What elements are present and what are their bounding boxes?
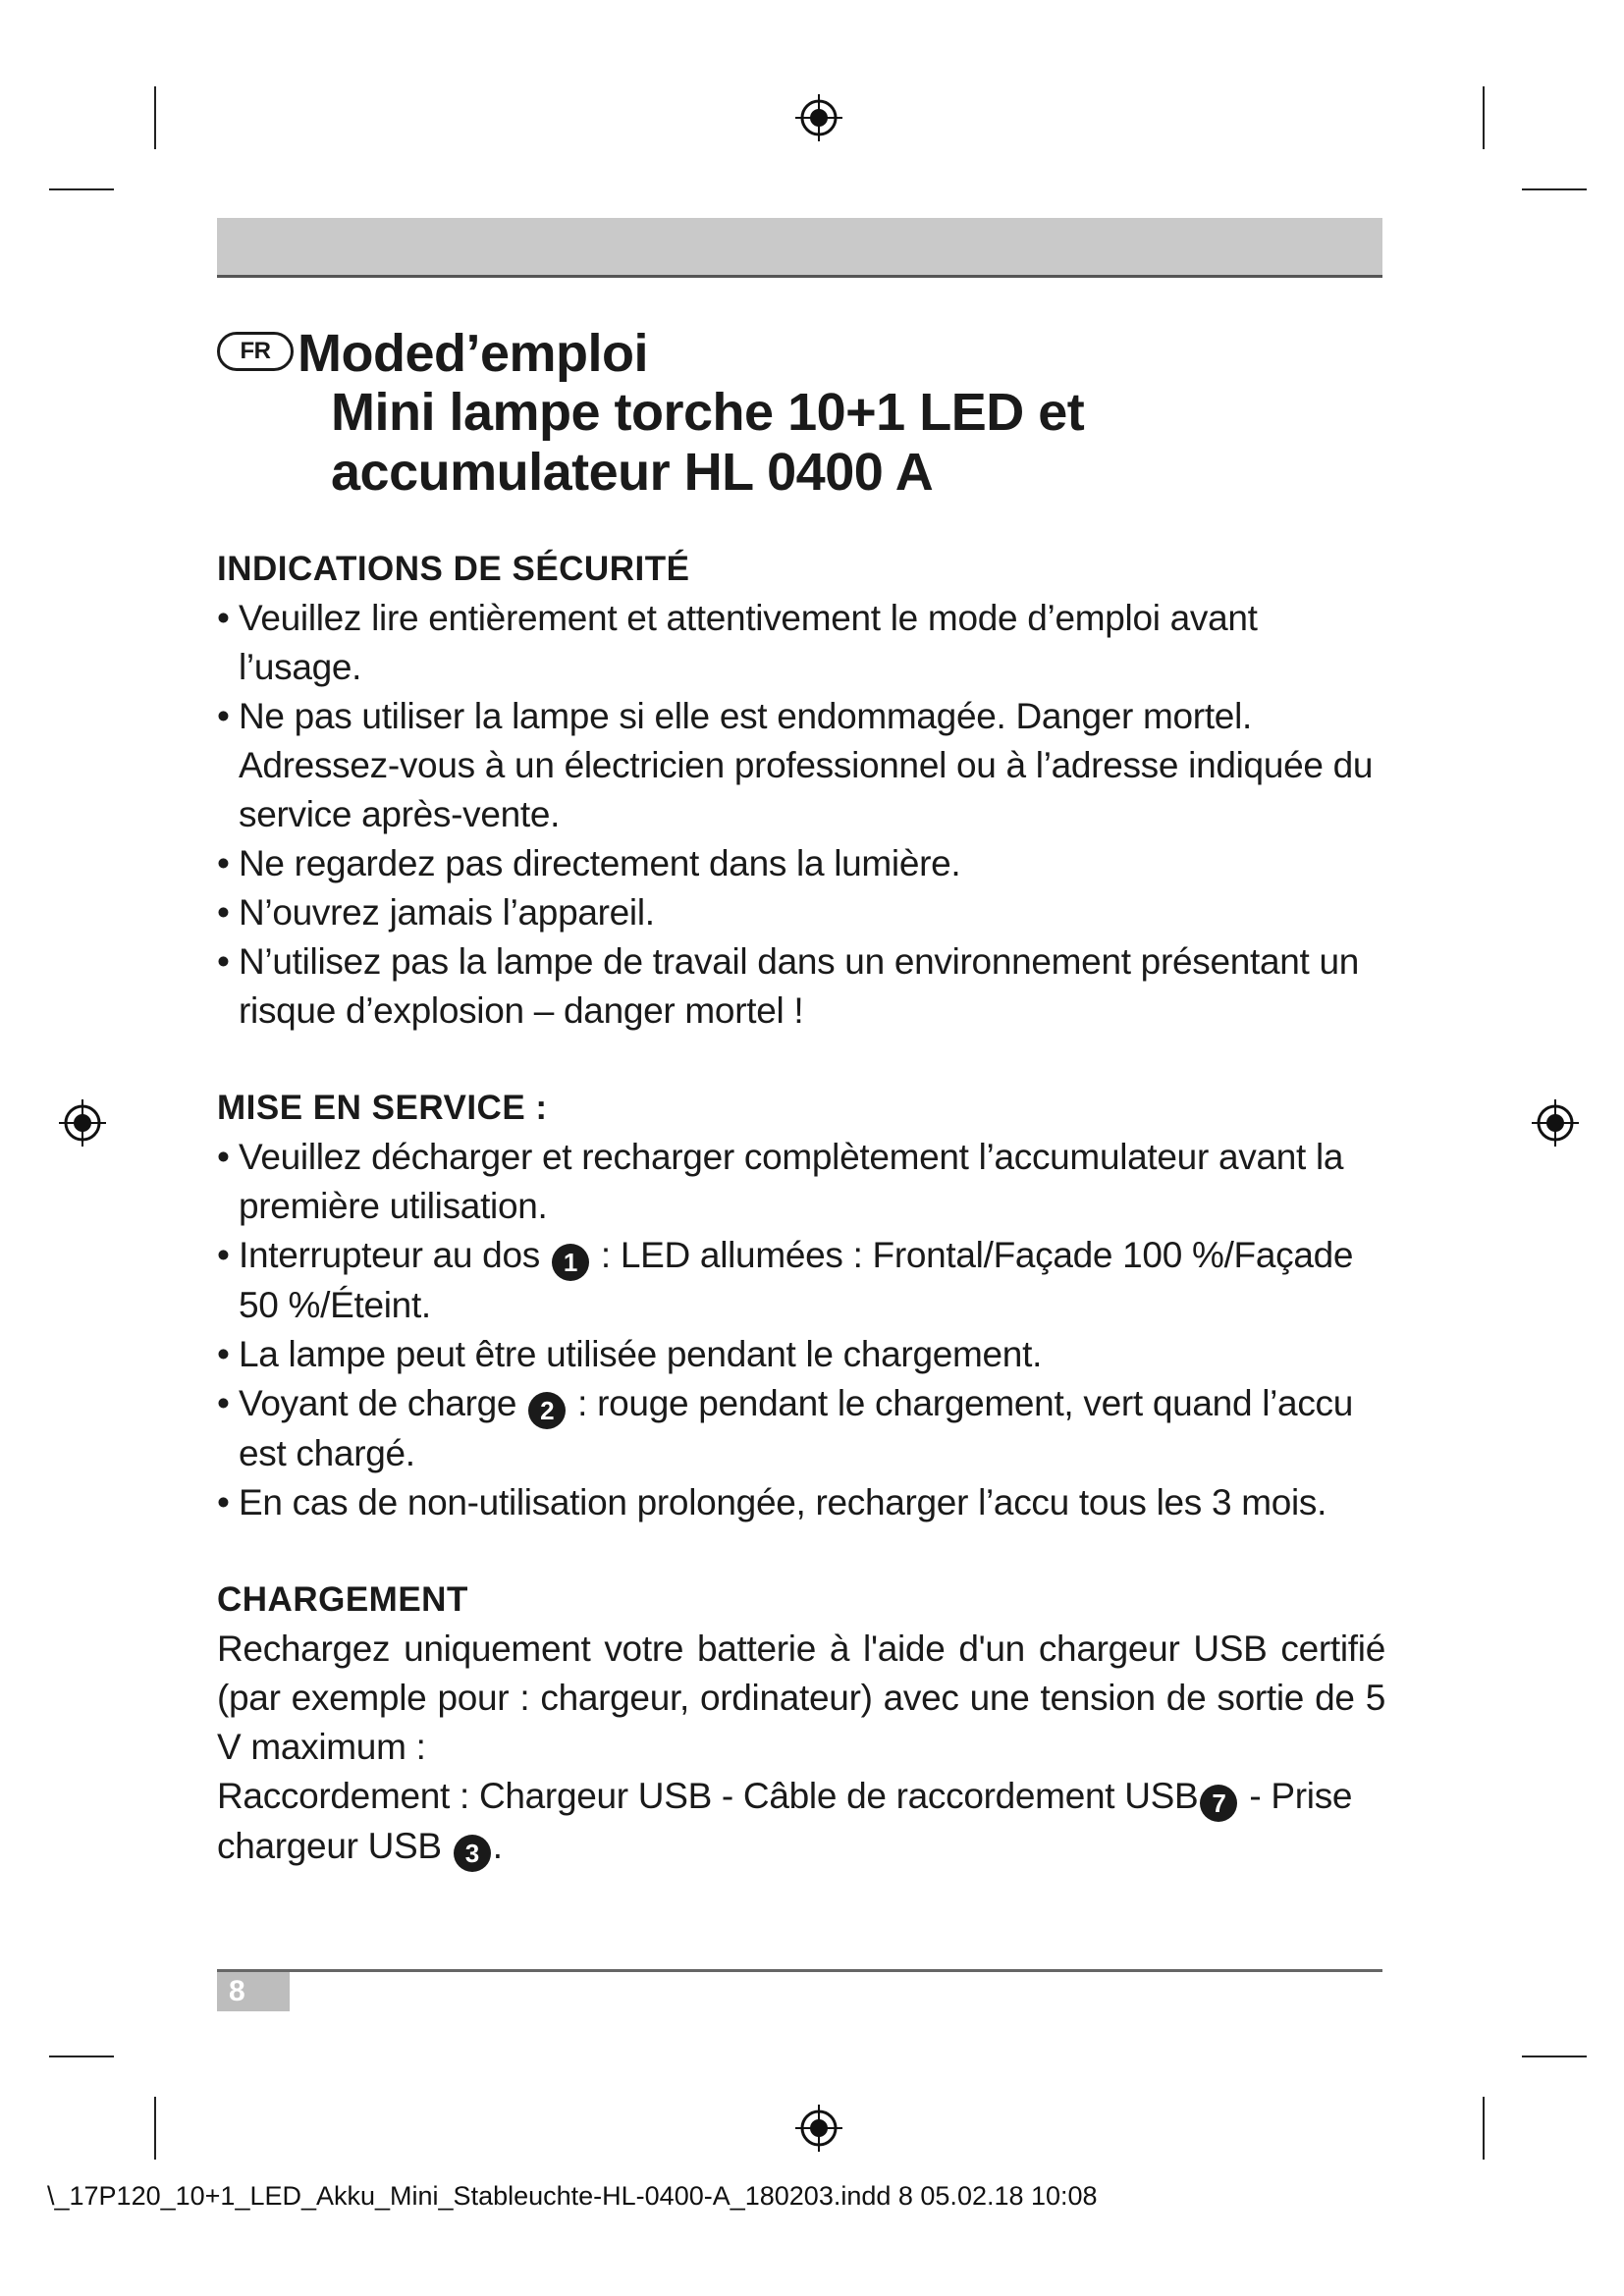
crop-mark-bottom-right-v <box>1483 2097 1485 2160</box>
number-3-icon: 3 <box>454 1835 491 1872</box>
startup-section <box>217 1084 1385 1527</box>
charging-heading: CHARGEMENT <box>217 1580 468 1619</box>
connection-text-end: . <box>492 1826 503 1866</box>
document-title <box>217 324 1385 503</box>
switch-text-rest: : LED allumées : Frontal/Façade 100 %/Façade 50 %/Éteint. <box>239 1235 1354 1325</box>
page-number: 8 <box>229 1975 245 2007</box>
list-item: • N’utilisez pas la lampe de travail dans un environnement présentant un risque d’explosion – danger mortel ! <box>217 937 1385 1036</box>
print-slug: \_17P120_10+1_LED_Akku_Mini_Stableuchte-HL-0400-A_180203.indd 8 05.02.18 10:08 <box>47 2181 1098 2211</box>
registration-mark-icon-left <box>57 1097 108 1148</box>
startup-heading: MISE EN SERVICE : <box>217 1089 548 1127</box>
list-item: • Veuillez décharger et recharger complètement l’accumulateur avant la première utilisation. <box>217 1133 1385 1231</box>
footer-rule <box>217 1969 1382 1972</box>
registration-mark-icon-right <box>1530 1097 1581 1148</box>
safety-list <box>217 594 1385 1036</box>
list-item: • Ne pas utiliser la lampe si elle est endommagée. Danger mortel. Adressez-vous à un électricien professionnel ou à l’adresse indiquée du service après-vente. <box>217 692 1385 839</box>
title-line-1 <box>217 324 1385 383</box>
list-item <box>217 1231 1385 1330</box>
crop-mark-top-right-h <box>1522 188 1587 190</box>
number-2-icon: 2 <box>528 1392 566 1429</box>
connection-text-middle: - Prise chargeur USB <box>217 1776 1353 1866</box>
list-item <box>217 1379 1385 1478</box>
title-text-1: Moded’emploi <box>298 324 648 383</box>
list-item: • Ne regardez pas directement dans la lumière. <box>217 839 1385 888</box>
language-badge: FR <box>217 332 294 371</box>
safety-heading: INDICATIONS DE SÉCURITÉ <box>217 550 690 588</box>
number-7-icon: 7 <box>1200 1785 1237 1822</box>
list-item: • Veuillez lire entièrement et attentivement le mode d’emploi avant l’usage. <box>217 594 1385 692</box>
title-line-3: accumulateur HL 0400 A <box>331 443 934 502</box>
charge-indicator-text: Voyant de charge <box>239 1383 527 1423</box>
header-bar <box>217 218 1382 278</box>
main-content <box>217 545 1385 1920</box>
switch-text: Interrupteur au dos <box>239 1235 550 1275</box>
crop-mark-bottom-left-v <box>154 2097 156 2160</box>
list-item: • N’ouvrez jamais l’appareil. <box>217 888 1385 937</box>
crop-mark-bottom-left-h <box>49 2056 114 2057</box>
registration-mark-icon-top <box>793 92 844 143</box>
charging-section <box>217 1575 1385 1872</box>
charge-indicator-text-rest: : rouge pendant le chargement, vert quand l’accu est chargé. <box>239 1383 1354 1473</box>
list-item: • En cas de non-utilisation prolongée, recharger l’accu tous les 3 mois. <box>217 1478 1385 1527</box>
startup-list <box>217 1133 1385 1527</box>
crop-mark-top-left-v <box>154 86 156 149</box>
crop-mark-top-left-h <box>49 188 114 190</box>
page-number-box <box>217 1972 290 2011</box>
list-item: • La lampe peut être utilisée pendant le chargement. <box>217 1330 1385 1379</box>
number-1-icon: 1 <box>552 1244 589 1281</box>
safety-section <box>217 545 1385 1036</box>
connection-text: Raccordement : Chargeur USB - Câble de raccordement USB <box>217 1776 1199 1816</box>
crop-mark-top-right-v <box>1483 86 1485 149</box>
charging-paragraph: Rechargez uniquement votre batterie à l'aide d'un chargeur USB certifié (par exemple pour : chargeur, ordinateur) avec une tension de sortie de 5 V maximum : <box>217 1629 1385 1767</box>
connection-paragraph <box>217 1772 1385 1872</box>
title-line-2: Mini lampe torche 10+1 LED et <box>331 383 1085 442</box>
registration-mark-icon-bottom <box>793 2103 844 2154</box>
crop-mark-bottom-right-h <box>1522 2056 1587 2057</box>
